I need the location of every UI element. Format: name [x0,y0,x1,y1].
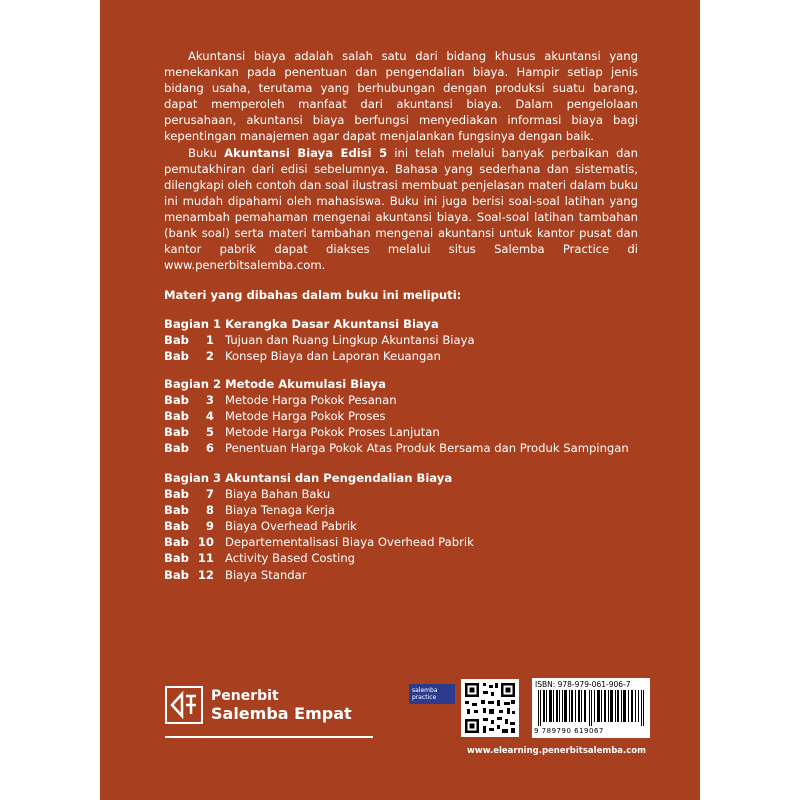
chapter-number: 11 [197,551,214,566]
chapter-title: Konsep Biaya dan Laporan Keuangan [225,349,441,364]
chapter-title: Biaya Tenaga Kerja [225,503,336,518]
isbn-barcode [532,678,650,738]
publisher-line-1: Penerbit [211,688,279,704]
publisher-block [165,686,352,724]
bab-label: Bab [164,425,189,440]
chapter-number: 7 [205,487,214,502]
chapter-row [164,348,684,364]
bab-label: Bab [164,333,189,348]
chapter-row [164,424,684,440]
bab-label: Bab [164,551,189,566]
bab-label: Bab [164,535,189,550]
intro-paragraph-2 [164,145,638,274]
chapter-row [164,518,684,534]
chapter-title: Biaya Bahan Baku [225,487,331,502]
chapter-number: 1 [205,333,214,348]
barcode-icon [538,690,644,730]
intro-p2-post: ini telah melalui banyak perbaikan dan pemutakhiran dari edisi sebelumnya. Bahasa yang sederhana dan sistematis, dilengkapi oleh contoh dan soal ilustrasi membuat penjelasan materi dalam buku ini mudah dipahami oleh mahasiswa. Buku ini juga berisi soal-soal latihan yang menambah pemahaman mengenai akuntansi biaya. Soal-soal latihan tambahan (bank soal) serta materi tambahan mengenai akuntansi untuk kantor pusat dan kantor pabrik dapat diakses melalui situs Salemba Practice di www.penerbitsalemba.com. [164,145,638,273]
chapter-title: Activity Based Costing [225,551,356,566]
badge-line-1: salemba [412,687,438,694]
chapter-row [164,502,684,518]
chapter-number: 8 [205,503,214,518]
bab-label: Bab [164,441,189,456]
part-title: Bagian 2 Metode Akumulasi Biaya [164,377,386,391]
publisher-underline [165,736,373,738]
bab-label: Bab [164,503,189,518]
ean-digits: 9 789790 619067 [534,727,604,735]
salemba-practice-badge [409,684,455,704]
part-title: Bagian 3 Akuntansi dan Pengendalian Biaya [164,471,453,485]
chapter-title: Metode Harga Pokok Proses Lanjutan [225,425,440,440]
chapter-number: 6 [205,441,214,456]
part-3 [164,470,684,583]
chapter-number: 2 [205,349,214,364]
book-title-bold: Akuntansi Biaya Edisi 5 [224,145,388,160]
intro-p2-pre: Buku [188,145,225,160]
bab-label: Bab [164,487,189,502]
isbn-label: ISBN: 978-979-061-906-7 [535,680,631,689]
chapter-number: 3 [205,393,214,408]
chapter-number: 12 [197,567,214,582]
part-2 [164,376,684,456]
intro-paragraph-1: Akuntansi biaya adalah salah satu dari bidang khusus akuntansi yang menekankan pada penentuan dan pengendalian biaya. Hampir setiap jenis bidang usaha, terutama yang berhubungan dengan produksi suatu barang, dapat memperoleh manfaat dari akuntansi biaya. Dalam pengelolaan perusahaan, akuntansi biaya berfungsi menyediakan informasi biaya bagi kepentingan manajemen agar dapat menjalankan fungsinya dengan baik. [164,49,638,144]
chapter-row [164,534,684,550]
publisher-name [211,687,352,723]
salemba-logo-icon [165,686,203,724]
back-cover [100,0,700,800]
chapter-number: 5 [205,425,214,440]
intro-text [164,48,638,273]
part-1 [164,316,684,364]
chapter-title: Penentuan Harga Pokok Atas Produk Bersama dan Produk Sampingan [225,441,629,456]
qr-code-icon [461,679,519,737]
chapter-title: Metode Harga Pokok Pesanan [225,393,397,408]
chapter-title: Tujuan dan Ruang Lingkup Akuntansi Biaya [225,333,475,348]
badge-line-2: practice [412,694,437,701]
bab-label: Bab [164,393,189,408]
chapter-number: 10 [197,535,214,550]
chapter-row [164,567,684,583]
chapter-row [164,440,684,456]
contents-lead: Materi yang dibahas dalam buku ini meliputi: [164,288,462,302]
chapter-title: Metode Harga Pokok Proses [225,409,386,424]
chapter-title: Biaya Standar [225,567,307,582]
bab-label: Bab [164,349,189,364]
bab-label: Bab [164,567,189,582]
chapter-title: Biaya Overhead Pabrik [225,519,357,534]
bab-label: Bab [164,409,189,424]
elearning-url: www.elearning.penerbitsalemba.com [467,746,646,756]
chapter-number: 4 [205,409,214,424]
part-title: Bagian 1 Kerangka Dasar Akuntansi Biaya [164,317,439,331]
publisher-line-2: Salemba Empat [211,704,352,723]
chapter-row [164,486,684,502]
chapter-number: 9 [205,519,214,534]
bab-label: Bab [164,519,189,534]
chapter-row [164,550,684,566]
chapter-row [164,332,684,348]
chapter-title: Departementalisasi Biaya Overhead Pabrik [225,535,474,550]
chapter-row [164,392,684,408]
chapter-row [164,408,684,424]
